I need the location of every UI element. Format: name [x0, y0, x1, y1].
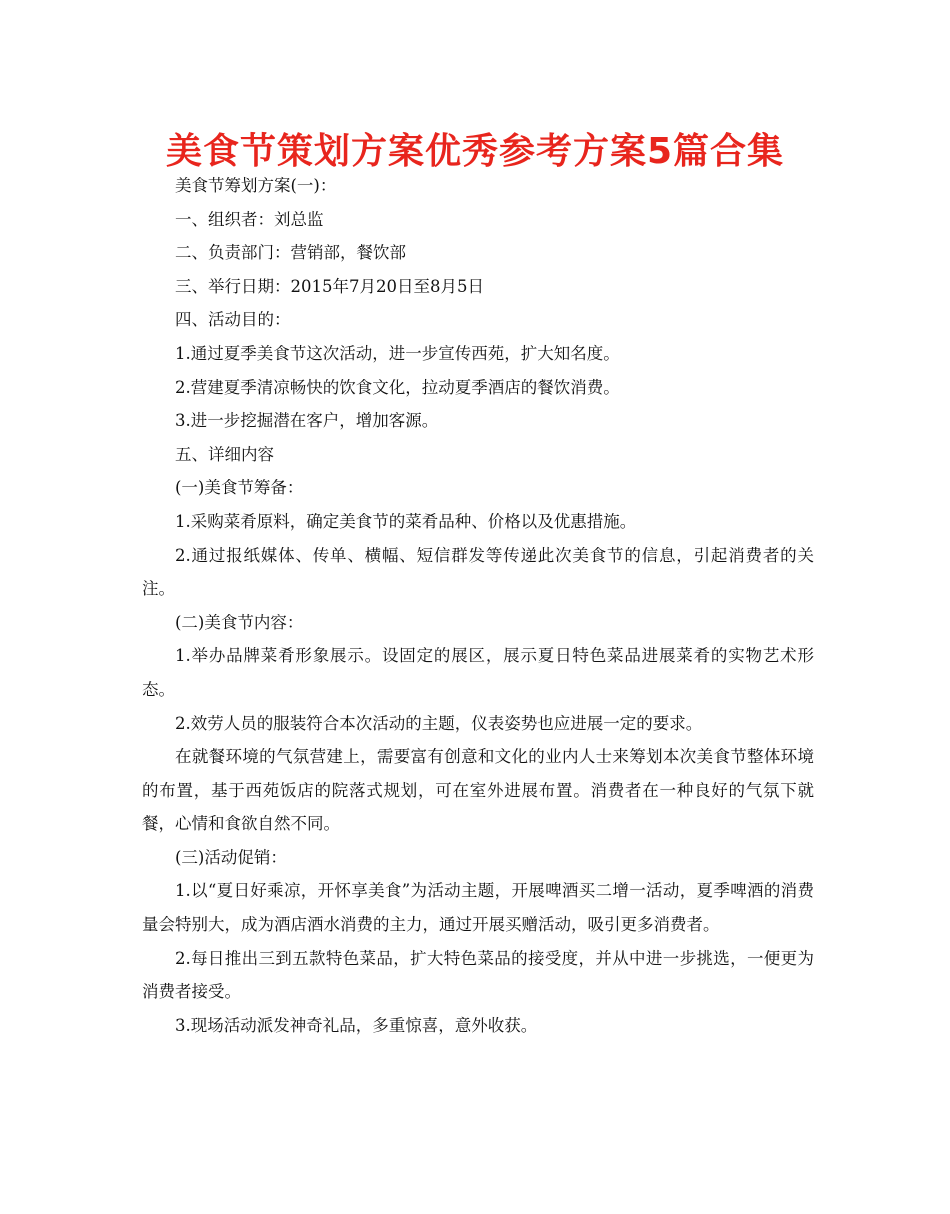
paragraph-purpose-3: 3.进一步挖掘潜在客户，增加客源。 — [175, 411, 439, 431]
document-title: 美食节策划方案优秀参考方案5篇合集 — [165, 131, 785, 172]
paragraph-content-1: 1.举办品牌菜肴形象展示。设固定的展区，展示夏日特色菜品进展菜肴的实物艺术形态。 — [142, 646, 814, 699]
paragraph-content-heading: (二)美食节内容： — [175, 612, 304, 632]
paragraph-plan-heading: 美食节筹划方案(一)： — [175, 176, 337, 195]
paragraph-prep-2: 2.通过报纸媒体、传单、横幅、短信群发等传递此次美食节的信息，引起消费者的关注。 — [142, 545, 814, 599]
paragraph-prep-heading: (一)美食节筹备： — [175, 478, 304, 498]
paragraph-promo-2: 2.每日推出三到五款特色菜品，扩大特色菜品的接受度，并从中进一步挑选，一便更为消费者接受。 — [142, 948, 814, 1002]
document-body — [142, 169, 814, 1042]
paragraph-department: 二、负责部门：营销部，餐饮部 — [175, 243, 406, 263]
paragraph-purpose-1: 1.通过夏季美食节这次活动，进一步宣传西苑，扩大知名度。 — [175, 343, 620, 363]
paragraph-date: 三、举行日期：2015年7月20日至8月5日 — [175, 276, 484, 296]
paragraph-content-3: 在就餐环境的气氛营建上，需要富有创意和文化的业内人士来筹划本次美食节整体环境的布置，基于西苑饭店的院落式规划，可在室外进展布置。消费者在一种良好的气氛下就餐，心情和食欲自然不同。 — [142, 747, 814, 834]
paragraph-organizer: 一、组织者：刘总监 — [175, 209, 324, 229]
paragraph-promo-heading: (三)活动促销： — [175, 847, 287, 867]
paragraph-promo-3: 3.现场活动派发神奇礼品，多重惊喜，意外收获。 — [175, 1015, 538, 1035]
paragraph-purpose-2: 2.营建夏季清凉畅快的饮食文化，拉动夏季酒店的餐饮消费。 — [175, 377, 620, 397]
paragraph-detail-heading: 五、详细内容 — [175, 444, 274, 464]
paragraph-purpose-heading: 四、活动目的： — [175, 310, 291, 330]
paragraph-prep-1: 1.采购菜肴原料，确定美食节的菜肴品种、价格以及优惠措施。 — [175, 511, 637, 531]
paragraph-promo-1: 1.以“夏日好乘凉，开怀享美食”为活动主题，开展啤酒买二增一活动，夏季啤酒的消费量会特别大，成为酒店酒水消费的主力，通过开展买赠活动，吸引更多消费者。 — [142, 881, 814, 935]
paragraph-content-2: 2.效劳人员的服装符合本次活动的主题，仪表姿势也应进展一定的要求。 — [175, 713, 703, 733]
